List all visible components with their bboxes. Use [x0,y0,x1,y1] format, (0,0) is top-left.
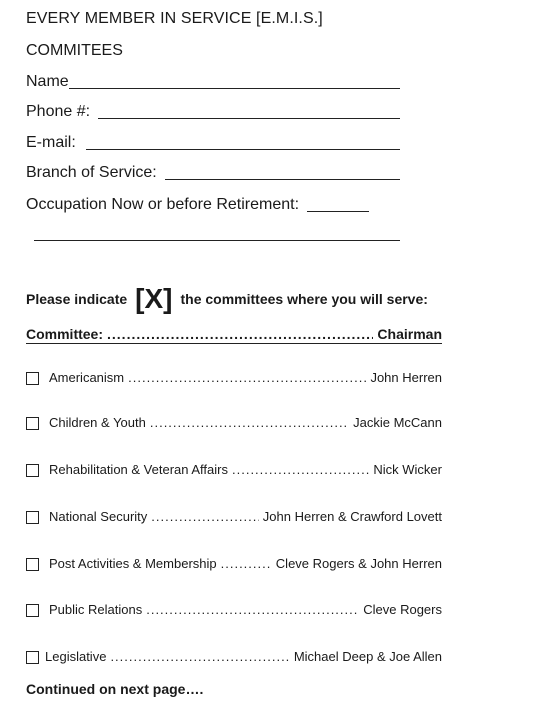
phone-blank-line[interactable] [98,104,400,119]
committee-name: Americanism [49,370,125,385]
committee-checkbox[interactable] [26,511,39,524]
committee-row [26,508,442,526]
name-blank-line[interactable] [69,74,400,89]
occupation-blank-line[interactable] [307,197,369,212]
occupation-continuation-line[interactable] [34,240,400,241]
branch-of-service-blank-line[interactable] [165,165,400,180]
dot-leader [128,369,366,387]
committee-row [26,414,442,432]
committee-row [26,461,442,479]
dot-leader [150,414,349,432]
header-dot-leader [107,326,373,342]
committee-chairman: John Herren & Crawford Lovett [262,509,442,524]
instructions-suffix: the committees where you will serve: [180,291,428,307]
dot-leader [151,508,259,526]
instructions-mark: [X] [135,283,173,314]
committee-row [26,369,442,387]
dot-leader [221,555,272,573]
phone-field[interactable] [26,102,400,122]
committee-checkbox[interactable] [26,417,39,430]
continued-note: Continued on next page…. [26,681,204,697]
name-field[interactable] [26,72,400,92]
committee-checkbox[interactable] [26,604,39,617]
committee-chairman: John Herren [370,370,442,385]
header-chairman: Chairman [377,326,442,342]
form-title: EVERY MEMBER IN SERVICE [E.M.I.S.] [26,10,323,27]
committee-name: Post Activities & Membership [49,556,217,571]
section-heading: COMMITEES [26,42,123,59]
committee-chairman: Cleve Rogers [363,602,442,617]
committee-table-header [26,326,442,344]
email-field[interactable] [26,133,400,153]
committee-name: Children & Youth [49,415,146,430]
dot-leader [232,461,369,479]
committee-name: Rehabilitation & Veteran Affairs [49,462,228,477]
email-label: E-mail: [26,134,76,151]
phone-label: Phone #: [26,103,91,120]
committee-chairman: Michael Deep & Joe Allen [293,649,442,664]
name-label: Name [26,73,69,90]
committee-checkbox[interactable] [26,558,39,571]
occupation-label: Occupation Now or before Retirement: [26,196,300,213]
instructions [26,284,428,314]
branch-of-service-field[interactable] [26,163,400,183]
committee-chairman: Cleve Rogers & John Herren [275,556,442,571]
committee-name: Legislative [45,649,107,664]
dot-leader [110,648,289,666]
committee-name: Public Relations [49,602,143,617]
occupation-field[interactable] [26,195,400,215]
committee-checkbox[interactable] [26,651,39,664]
committee-name: National Security [49,509,148,524]
committee-checkbox[interactable] [26,372,39,385]
header-committee: Committee: [26,326,104,342]
branch-of-service-label: Branch of Service: [26,164,157,181]
instructions-prefix: Please indicate [26,291,128,307]
committee-chairman: Nick Wicker [373,462,442,477]
committee-checkbox[interactable] [26,464,39,477]
committee-chairman: Jackie McCann [353,415,442,430]
dot-leader [146,601,359,619]
committee-row [26,601,442,619]
email-blank-line[interactable] [86,135,400,150]
committee-row [26,555,442,573]
committee-row [26,648,442,666]
